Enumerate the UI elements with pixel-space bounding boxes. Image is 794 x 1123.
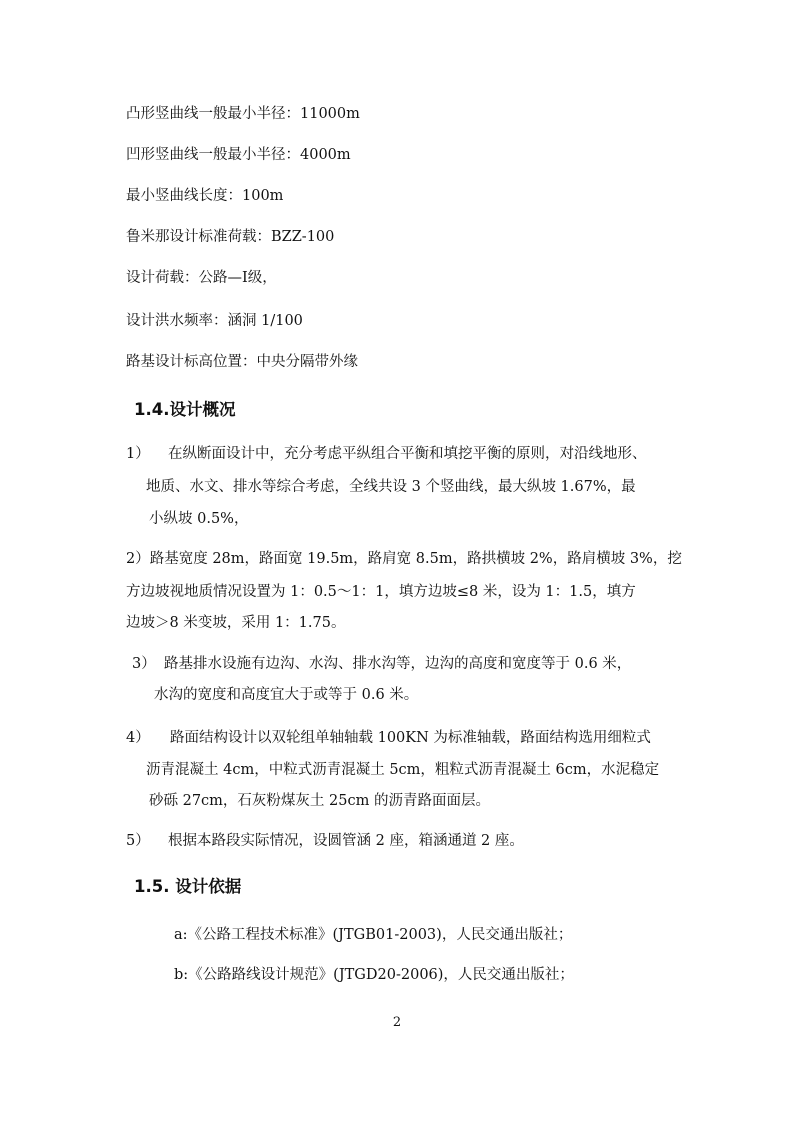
item-2-line-1: 2）路基宽度 28m，路面宽 19.5m，路肩宽 8.5m，路拱横坡 2%，路肩横坡 3%，挖 [126, 551, 682, 567]
item-3-line-2: 水沟的宽度和高度宜大于或等于 0.6 米。 [154, 687, 419, 703]
item-3-line-1: 路基排水设施有边沟、水沟、排水沟等，边沟的高度和宽度等于 0.6 米， [164, 656, 632, 672]
item-1-line-3: 小纵坡 0.5%， [149, 511, 249, 527]
item-2-line-2: 方边坡视地质情况设置为 1：0.5～1：1，填方边坡≤8 米，设为 1：1.5，填方 [126, 584, 636, 600]
item-1-number: 1） [126, 446, 150, 462]
item-4-number: 4） [126, 730, 150, 746]
section-1-4-heading: 1.4.设计概况 [134, 400, 236, 419]
item-4-line-1: 路面结构设计以双轮组单轴轴载 100KN 为标准轴载，路面结构选用细粒式 [170, 730, 651, 746]
reference-b: b:《公路路线设计规范》(JTGD20-2006)，人民交通出版社； [174, 967, 574, 983]
item-2-line-3: 边坡＞8 米变坡，采用 1：1.75。 [126, 615, 346, 631]
item-4-line-3: 砂砾 27cm，石灰粉煤灰土 25cm 的沥青路面面层。 [149, 793, 490, 809]
page-number: 2 [392, 1015, 402, 1030]
section-1-5-heading: 1.5. 设计依据 [134, 877, 242, 896]
spec-convex-radius: 凸形竖曲线一般最小半径：11000m [126, 106, 360, 122]
item-1-line-1: 在纵断面设计中，充分考虑平纵组合平衡和填挖平衡的原则，对沿线地形、 [168, 446, 647, 462]
item-5-number: 5） [126, 833, 150, 849]
item-3-number: 3） [132, 656, 156, 672]
item-4-line-2: 沥青混凝土 4cm，中粒式沥青混凝土 5cm，粗粒式沥青混凝土 6cm，水泥稳定 [146, 762, 660, 778]
spec-min-curve-length: 最小竖曲线长度：100m [126, 188, 284, 204]
spec-subgrade-elevation: 路基设计标高位置：中央分隔带外缘 [126, 354, 358, 370]
item-5-line-1: 根据本路段实际情况，设圆管涵 2 座，箱涵通道 2 座。 [168, 833, 524, 849]
spec-design-load: 设计荷载：公路—Ⅰ级， [126, 270, 277, 286]
reference-a: a:《公路工程技术标准》(JTGB01-2003)，人民交通出版社； [174, 927, 573, 943]
spec-concave-radius: 凹形竖曲线一般最小半径：4000m [126, 147, 351, 163]
item-1-line-2: 地质、水文、排水等综合考虑，全线共设 3 个竖曲线，最大纵坡 1.67%，最 [146, 479, 636, 495]
spec-standard-load: 鲁米那设计标准荷载：BZZ-100 [126, 229, 335, 245]
spec-flood-frequency: 设计洪水频率：涵洞 1/100 [126, 313, 303, 329]
